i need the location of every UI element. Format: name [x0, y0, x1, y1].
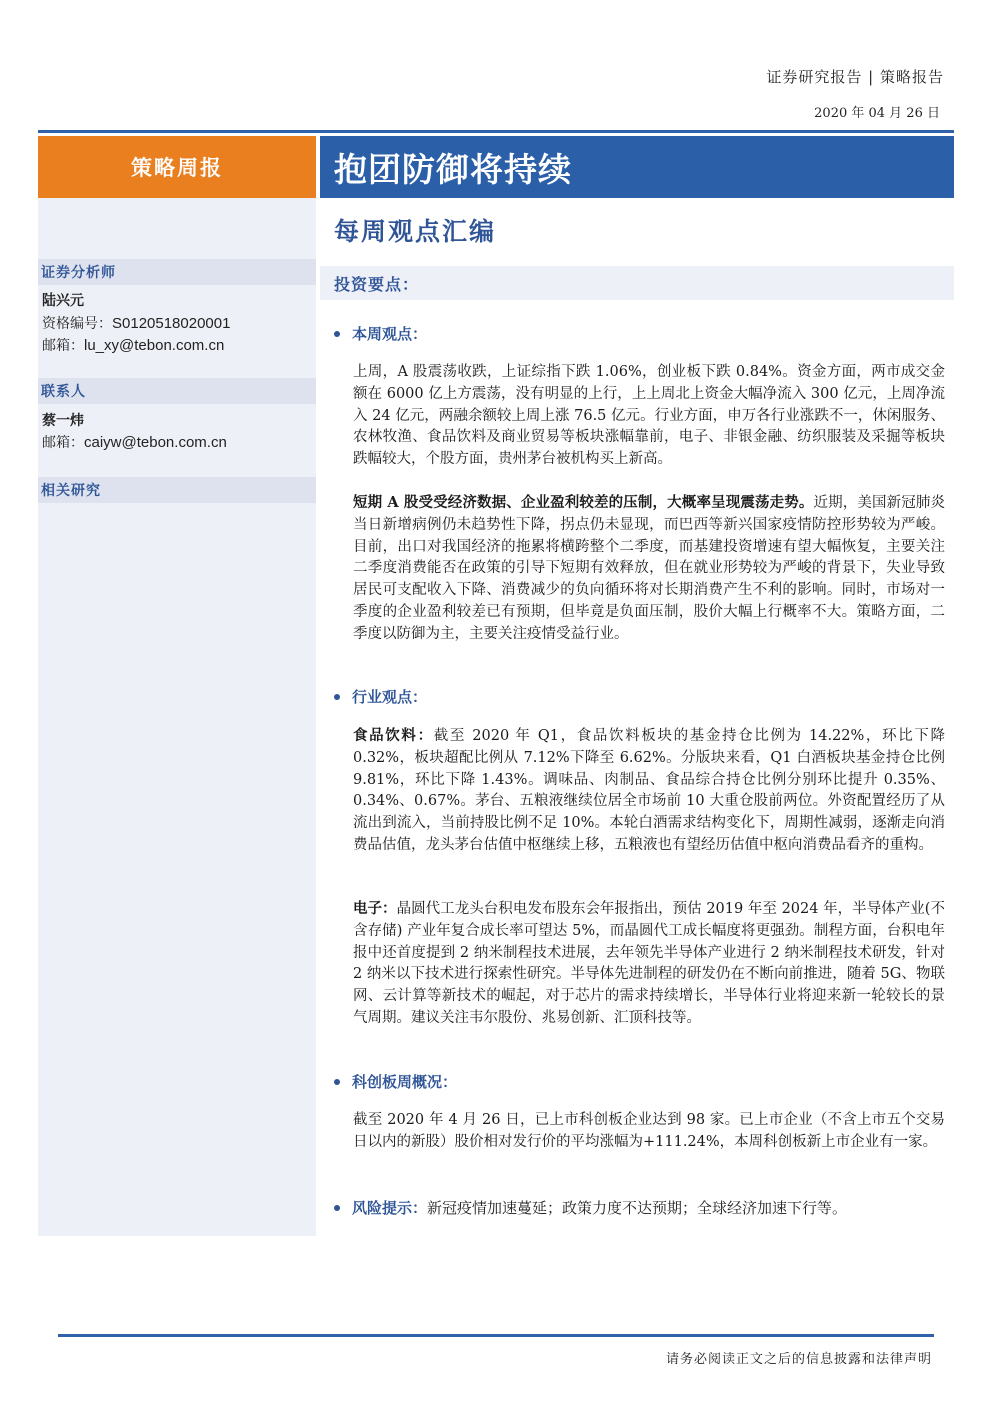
bullet-dot-icon [334, 331, 340, 337]
analyst-name: 陆兴元 [42, 293, 84, 309]
footer-rule [58, 1334, 934, 1337]
weekly-paragraph-2 [353, 492, 945, 646]
contact-name: 蔡一炜 [42, 413, 84, 429]
risk-warning [334, 1197, 847, 1218]
analyst-email[interactable]: lu_xy@tebon.com.cn [84, 337, 225, 354]
section-weekly-heading [334, 323, 427, 344]
cert-label: 资格编号： [42, 316, 112, 332]
header-rule [38, 130, 954, 133]
footer-disclaimer: 请务必阅读正文之后的信息披露和法律声明 [665, 1352, 932, 1367]
section-industry-heading [334, 686, 427, 707]
related-research-heading: 相关研究 [38, 477, 316, 503]
analyst-heading: 证券分析师 [38, 259, 316, 285]
section-label: 行业观点： [352, 688, 428, 706]
key-points-heading: 投资要点： [320, 266, 954, 300]
weekly-p2-lead: 短期 A 股受受经济数据、企业盈利较差的压制，大概率呈现震荡走势。 [353, 494, 814, 511]
email-label: 邮箱： [42, 338, 84, 354]
weekly-p2-body: 近期，美国新冠肺炎当日新增病例仍未趋势性下降，拐点仍未显现，而巴西等新兴国家疫情防控形势较为严峻。目前，出口对我国经济的拖累将横跨整个二季度，而基建投资增速有望大幅恢复，主要关注二季度消费能否在政策的引导下短期有效释放，但在就业形势较为严峻的背景下，失业导致居民可支配收入下降、消费减少的负向循环将对长期消费产生不利的影响。同时，市场对一季度的企业盈利较差已有预期，但毕竟是负面压制，股价大幅上行概率不大。策略方面，二季度以防御为主，主要关注疫情受益行业。 [353, 495, 945, 642]
report-category: 证券研究报告 | 策略报告 [766, 68, 944, 86]
elec-label: 电子： [353, 900, 397, 917]
weekly-paragraph-1: 上周，A 股震荡收跌，上证综指下跌 1.06%，创业板下跌 0.84%。资金方面，两市成交金额在 6000 亿上方震荡，没有明显的上行，上上周北上资金大幅净流入 300 亿元，上周净流入 24 亿元，两融余额较上周上涨 76.5 亿元。行业方面，申万各行业涨跌不一，休闲服务、农林牧渔、食品饮料及商业贸易等板块涨幅靠前，电子、非银金融、纺织服装及采掘等板块跌幅较大，个股方面，贵州茅台被机构买上新高。 [353, 364, 945, 468]
analyst-email-line [42, 335, 224, 355]
elec-text: 晶圆代工龙头台积电发布股东会年报指出，预估 2019 年至 2024 年，半导体产业(不含存储) 产业年复合成长率可望达 5%，而晶圆代工成长幅度将更强劲。制程方面，台积电年报中还首度提到 2 纳米制程技术进展，去年领先半导体产业进行 2 纳米制程技术研发，针对 2 纳米以下技术进行探索性研究。半导体先进制程的研发仍在不断向前推进，随着 5G、物联网、云计算等新技术的崛起，对于芯片的需求持续增长，半导体行业将迎来新一轮较长的景气周期。建议关注韦尔股份、兆易创新、汇顶科技等。 [353, 901, 945, 1026]
cert-value: S0120518020001 [112, 315, 231, 332]
food-label: 食品饮料： [353, 727, 434, 744]
analyst-cert [42, 313, 230, 333]
report-subtitle: 每周观点汇编 [334, 217, 497, 246]
food-beverage-paragraph [353, 725, 945, 857]
report-title: 抱团防御将持续 [334, 149, 572, 189]
risk-label: 风险提示： [352, 1199, 428, 1217]
bullet-dot-icon [334, 1205, 340, 1211]
report-date: 2020 年 04 月 26 日 [814, 106, 940, 121]
food-text: 截至 2020 年 Q1，食品饮料板块的基金持仓比例为 14.22%，环比下降 0.32%，板块超配比例从 7.12%下降至 6.62%。分版块来看，Q1 白酒板块基金持仓比例 9.81%，环比下降 1.43%。调味品、肉制品、食品综合持仓比例分别环比提升 0.35%、0.34%、0.67%。茅台、五粮液继续位居全市场前 10 大重仓股前两位。外资配置经历了从流出到流入，当前持股比例不足 10%。本轮白酒需求结构变化下，周期性减弱，逐渐走向消费品估值，龙头茅台估值中枢继续上移，五粮液也有望经历估值中枢向消费品看齐的重构。 [353, 728, 946, 853]
report-type-banner [38, 136, 316, 198]
report-type: 策略周报 [131, 155, 223, 180]
electronics-paragraph [353, 898, 945, 1030]
section-star-market-heading [334, 1071, 457, 1092]
contact-email[interactable]: caiyw@tebon.com.cn [84, 434, 227, 451]
contact-email-line [42, 432, 227, 452]
bullet-dot-icon [334, 1079, 340, 1085]
star-market-paragraph: 截至 2020 年 4 月 26 日，已上市科创板企业达到 98 家。已上市企业（不含上市五个交易日以内的新股）股价相对发行价的平均涨幅为+111.24%，本周科创板新上市企业有一家。 [353, 1112, 945, 1150]
contact-heading: 联系人 [38, 378, 316, 404]
section-label: 本周观点： [352, 325, 428, 343]
contact-email-label: 邮箱： [42, 435, 84, 451]
section-label: 科创板周概况： [352, 1073, 458, 1091]
risk-text: 新冠疫情加速蔓延；政策力度不达预期；全球经济加速下行等。 [427, 1199, 848, 1217]
title-banner [320, 136, 954, 198]
bullet-dot-icon [334, 694, 340, 700]
